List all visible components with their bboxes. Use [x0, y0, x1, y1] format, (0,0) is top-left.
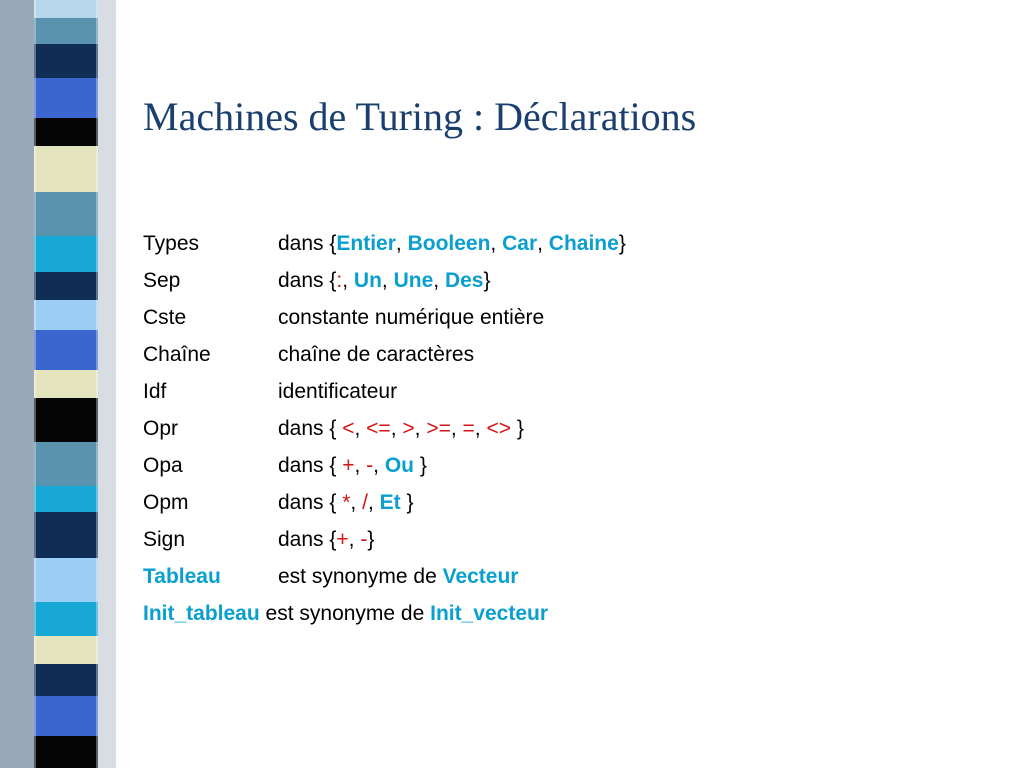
keyword-token: Vecteur — [442, 565, 519, 588]
text-fragment: dans { — [278, 232, 337, 255]
text-fragment: , — [342, 269, 354, 292]
keyword-token: Booleen — [407, 232, 491, 255]
text-fragment: } — [400, 491, 414, 514]
text-fragment: , — [367, 491, 380, 514]
text-fragment: , — [450, 417, 463, 440]
declaration-description — [278, 343, 474, 366]
declaration-description — [278, 491, 413, 514]
text-fragment: est synonyme de — [259, 602, 431, 625]
operator-token: <> — [486, 417, 511, 440]
operator-token: <= — [366, 417, 391, 440]
declaration-label: Idf — [143, 380, 167, 403]
text-fragment: } — [483, 269, 491, 292]
operator-token: - — [360, 528, 368, 551]
operator-token: = — [462, 417, 475, 440]
operator-token: / — [362, 491, 368, 514]
text-fragment: dans { — [278, 417, 343, 440]
declaration-label: Init_tableau — [143, 602, 260, 625]
keyword-token: Chaine — [548, 232, 619, 255]
slide-title: Machines de Turing : Déclarations — [143, 94, 697, 139]
text-fragment: dans { — [278, 269, 337, 292]
text-fragment: , — [381, 269, 394, 292]
text-fragment: } — [510, 417, 524, 440]
keyword-token: Des — [444, 269, 484, 292]
text-fragment: } — [367, 528, 375, 551]
declaration-description — [278, 565, 518, 588]
stripe-blocks — [34, 0, 98, 768]
keyword-token: Car — [502, 232, 538, 255]
declaration-row — [143, 447, 1003, 484]
text-fragment: identificateur — [278, 380, 398, 403]
text-fragment: , — [373, 454, 385, 477]
keyword-token: Ou — [384, 454, 415, 477]
declaration-row — [143, 373, 1003, 410]
declarations-list — [143, 225, 1003, 632]
declaration-row — [143, 299, 1003, 336]
operator-token: - — [366, 454, 374, 477]
keyword-token: Un — [353, 269, 382, 292]
text-fragment: , — [474, 417, 487, 440]
decorative-stripe-border — [0, 0, 120, 768]
text-fragment: , — [414, 417, 427, 440]
declaration-description — [278, 232, 626, 255]
declaration-description — [278, 528, 374, 551]
text-fragment: , — [354, 454, 367, 477]
declaration-row — [143, 595, 1003, 632]
keyword-token: Init_vecteur — [430, 602, 549, 625]
operator-token: + — [342, 454, 355, 477]
operator-token: * — [342, 491, 351, 514]
declaration-row — [143, 262, 1003, 299]
keyword-token: Et — [379, 491, 401, 514]
text-fragment: chaîne de caractères — [278, 343, 475, 366]
declaration-description — [278, 454, 427, 477]
operator-token: >= — [426, 417, 451, 440]
declaration-label: Opm — [143, 491, 189, 514]
text-fragment: , — [490, 232, 503, 255]
operator-token: : — [336, 269, 343, 292]
keyword-token: Entier — [336, 232, 396, 255]
declaration-row — [143, 484, 1003, 521]
operator-token: + — [336, 528, 349, 551]
text-fragment: , — [433, 269, 445, 292]
declaration-row — [143, 558, 1003, 595]
text-fragment: } — [414, 454, 427, 477]
declaration-label: Opa — [143, 454, 183, 477]
text-fragment: , — [537, 232, 549, 255]
declaration-label: Sep — [143, 269, 181, 292]
text-fragment: dans { — [278, 491, 343, 514]
declaration-row — [143, 521, 1003, 558]
text-fragment: } — [618, 232, 626, 255]
declaration-label: Chaîne — [143, 343, 211, 366]
declaration-label: Tableau — [143, 565, 221, 588]
declaration-label: Types — [143, 232, 200, 255]
text-fragment: constante numérique entière — [278, 306, 545, 329]
operator-token: > — [402, 417, 415, 440]
declaration-label: Sign — [143, 528, 186, 551]
text-fragment: , — [390, 417, 403, 440]
text-fragment: est synonyme de — [278, 565, 443, 588]
operator-token: < — [342, 417, 355, 440]
keyword-token: Une — [393, 269, 434, 292]
text-fragment: dans { — [278, 454, 343, 477]
declaration-description — [278, 417, 524, 440]
declaration-label: Cste — [143, 306, 187, 329]
text-fragment: , — [395, 232, 408, 255]
text-fragment: , — [348, 528, 361, 551]
text-fragment: , — [350, 491, 363, 514]
text-fragment: dans { — [278, 528, 337, 551]
declaration-label: Opr — [143, 417, 179, 440]
declaration-description — [278, 306, 544, 329]
declaration-row — [143, 410, 1003, 447]
declaration-description — [278, 269, 490, 292]
declaration-row — [143, 336, 1003, 373]
declaration-description — [260, 602, 548, 625]
stripe-graphic — [0, 0, 120, 768]
text-fragment: , — [354, 417, 367, 440]
declaration-row — [143, 225, 1003, 262]
declaration-description — [278, 380, 397, 403]
